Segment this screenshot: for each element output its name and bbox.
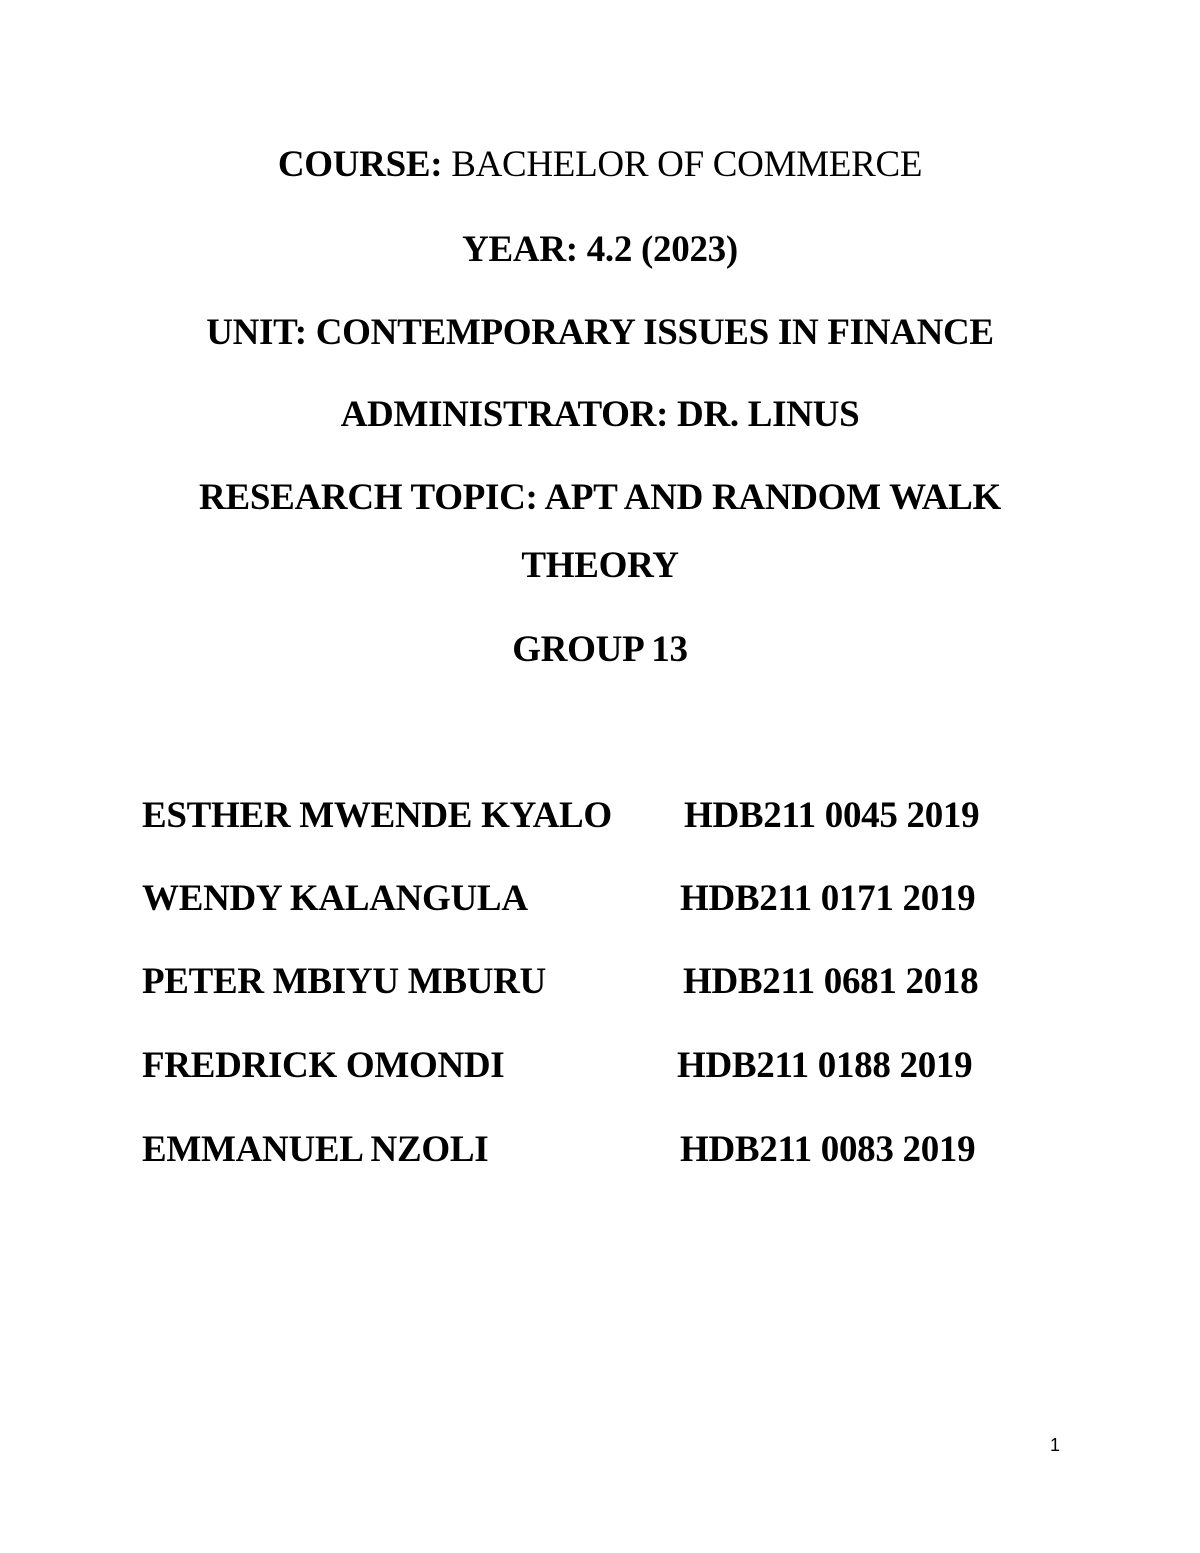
course-label: COURSE:: [277, 144, 443, 185]
research-topic-line-2: THEORY: [521, 545, 679, 586]
course-line: [0, 143, 1200, 187]
unit-line: UNIT: CONTEMPORARY ISSUES IN FINANCE: [206, 312, 994, 353]
member-id: HDB211 0083 2019: [680, 1129, 976, 1170]
member-id: HDB211 0188 2019: [677, 1045, 973, 1086]
member-id: HDB211 0681 2018: [683, 961, 979, 1002]
member-name: ESTHER MWENDE KYALO: [142, 795, 612, 836]
member-name: PETER MBIYU MBURU: [142, 961, 546, 1002]
administrator-line: ADMINISTRATOR: DR. LINUS: [340, 394, 860, 435]
course-value: BACHELOR OF COMMERCE: [451, 144, 923, 185]
research-topic-line-1: RESEARCH TOPIC: APT AND RANDOM WALK: [199, 477, 1001, 518]
page-number: 1: [1049, 1435, 1060, 1455]
year-line: YEAR: 4.2 (2023): [462, 229, 738, 270]
member-name: EMMANUEL NZOLI: [142, 1129, 489, 1170]
member-name: FREDRICK OMONDI: [142, 1045, 505, 1086]
group-line: GROUP 13: [512, 629, 688, 670]
member-id: HDB211 0171 2019: [680, 878, 976, 919]
member-name: WENDY KALANGULA: [142, 878, 528, 919]
member-id: HDB211 0045 2019: [684, 795, 980, 836]
